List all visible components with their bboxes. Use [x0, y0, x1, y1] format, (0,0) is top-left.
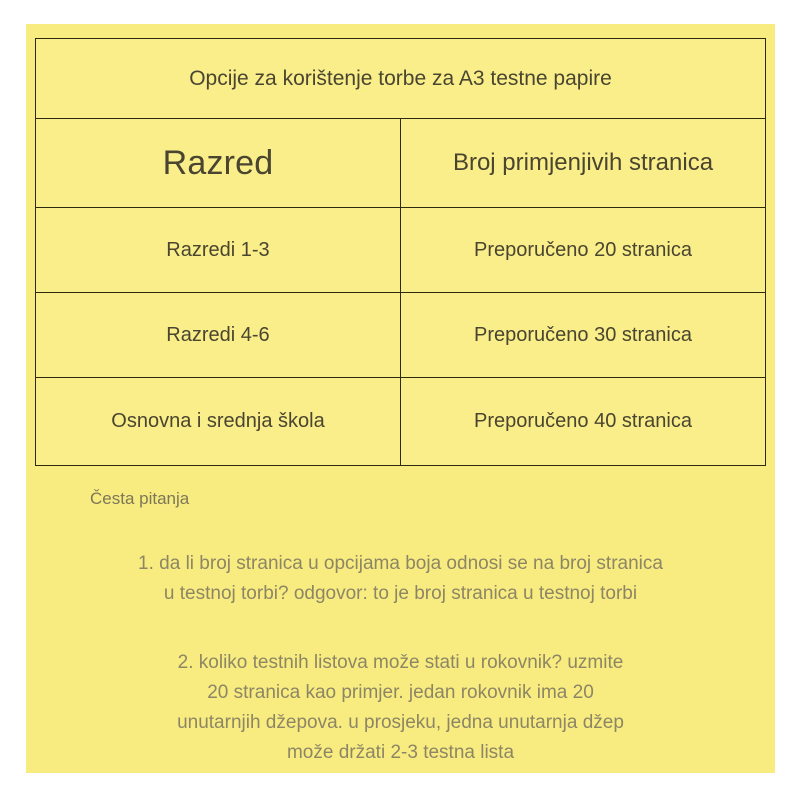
table-title-row	[36, 39, 766, 119]
faq-heading: Česta pitanja	[90, 489, 190, 508]
cell-grade: Osnovna i srednja škola	[36, 378, 401, 466]
faq-item-line: u testnoj torbi? odgovor: to je broj stranica u testnoj torbi	[163, 583, 638, 604]
poster-panel	[26, 24, 775, 773]
faq-item-line: 2. koliko testnih listova može stati u rokovnik? uzmite	[177, 652, 624, 673]
table-header-row	[36, 119, 766, 208]
cell-grade: Razredi 4-6	[36, 293, 401, 378]
table-title: Opcije za korištenje torbe za A3 testne papire	[36, 39, 766, 119]
table-row	[36, 378, 766, 466]
cell-pages: Preporučeno 20 stranica	[401, 208, 766, 293]
faq-item-line: unutarnjih džepova. u prosjeku, jedna unutarnja džep	[177, 712, 624, 733]
faq-item	[26, 549, 775, 609]
faq-item	[26, 648, 775, 768]
column-header-grade: Razred	[36, 119, 401, 208]
table-row	[36, 208, 766, 293]
table-row	[36, 293, 766, 378]
cell-grade: Razredi 1-3	[36, 208, 401, 293]
column-header-pages: Broj primjenjivih stranica	[401, 119, 766, 208]
cell-pages: Preporučeno 40 stranica	[401, 378, 766, 466]
faq-item-line: može držati 2-3 testna lista	[286, 742, 515, 763]
cell-pages: Preporučeno 30 stranica	[401, 293, 766, 378]
bag-options-table	[35, 38, 766, 466]
faq-item-line: 1. da li broj stranica u opcijama boja odnosi se na broj stranica	[138, 553, 663, 574]
faq-item-line: 20 stranica kao primjer. jedan rokovnik ima 20	[207, 682, 594, 703]
